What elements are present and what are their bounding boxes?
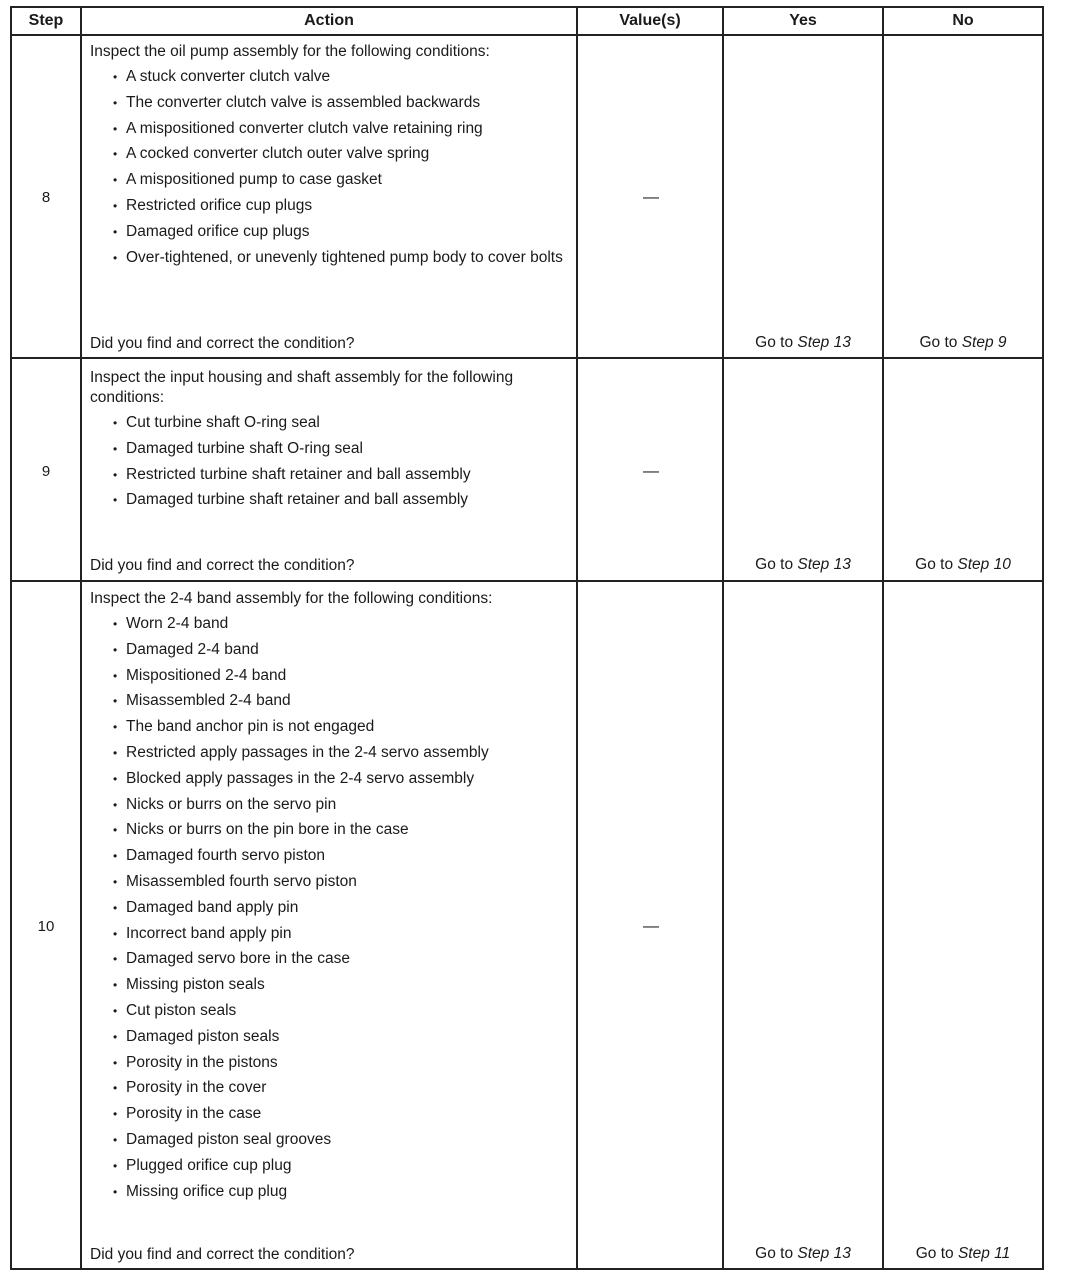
condition-item: • Nicks or burrs on the servo pin (90, 795, 578, 815)
goto-step-link: Step 13 (797, 1245, 851, 1262)
yes-goto (724, 556, 882, 574)
action-question: Did you find and correct the condition? (90, 335, 355, 352)
no-goto (884, 334, 1042, 352)
row-divider (10, 357, 1044, 359)
goto-step-link: Step 13 (797, 556, 851, 573)
condition-item: • Missing piston seals (90, 975, 578, 995)
goto-prefix: Go to (919, 334, 958, 351)
action-intro: Inspect the input housing and shaft assembly for the following conditions: (90, 369, 514, 406)
condition-item: • The band anchor pin is not engaged (90, 717, 578, 737)
goto-step-link: Step 10 (957, 556, 1011, 573)
condition-item: • Plugged orifice cup plug (90, 1156, 578, 1176)
condition-item: • Damaged servo bore in the case (90, 949, 578, 969)
goto-prefix: Go to (915, 1245, 954, 1262)
diagnostic-table (10, 6, 1044, 1270)
goto-step-link: Step 11 (957, 1245, 1011, 1262)
condition-item: • Damaged orifice cup plugs (90, 222, 578, 242)
condition-item: • Damaged 2-4 band (90, 640, 578, 660)
condition-list (90, 413, 578, 510)
condition-item: • Restricted apply passages in the 2-4 servo assembly (90, 743, 578, 763)
condition-item: • Misassembled fourth servo piston (90, 872, 578, 892)
condition-item: • Cut piston seals (90, 1001, 578, 1021)
condition-item: • Porosity in the case (90, 1104, 578, 1124)
step-number: 9 (41, 463, 51, 480)
action-cell (90, 368, 578, 516)
header-divider (10, 34, 1044, 36)
goto-prefix: Go to (755, 334, 794, 351)
condition-item: • Restricted turbine shaft retainer and ball assembly (90, 465, 578, 485)
condition-item: • The converter clutch valve is assembled backwards (90, 93, 578, 113)
condition-item: • A mispositioned converter clutch valve retaining ring (90, 119, 578, 139)
condition-item: • A mispositioned pump to case gasket (90, 170, 578, 190)
condition-item: • Mispositioned 2-4 band (90, 666, 578, 686)
condition-item: • Porosity in the pistons (90, 1053, 578, 1073)
condition-item: • A stuck converter clutch valve (90, 67, 578, 87)
header-action: Action (304, 12, 354, 29)
condition-item: • Cut turbine shaft O-ring seal (90, 413, 578, 433)
yes-goto (724, 334, 882, 352)
header-yes: Yes (789, 12, 817, 29)
condition-item: • Worn 2-4 band (90, 614, 578, 634)
condition-item: • Missing orifice cup plug (90, 1182, 578, 1202)
column-divider (722, 6, 724, 1270)
condition-item: • Damaged turbine shaft retainer and ball assembly (90, 490, 578, 510)
condition-item: • Damaged fourth servo piston (90, 846, 578, 866)
condition-item: • Porosity in the cover (90, 1078, 578, 1098)
action-cell (90, 42, 578, 273)
column-divider (882, 6, 884, 1270)
condition-item: • Incorrect band apply pin (90, 924, 578, 944)
condition-item: • Blocked apply passages in the 2-4 servo assembly (90, 769, 578, 789)
condition-item: • Nicks or burrs on the pin bore in the case (90, 820, 578, 840)
goto-step-link: Step 13 (797, 334, 851, 351)
condition-item: • Damaged turbine shaft O-ring seal (90, 439, 578, 459)
row-divider (10, 580, 1044, 582)
action-question: Did you find and correct the condition? (90, 557, 355, 574)
goto-step-link: Step 9 (961, 334, 1007, 351)
value-cell: — (643, 918, 659, 935)
condition-item: • Misassembled 2-4 band (90, 691, 578, 711)
condition-item: • Restricted orifice cup plugs (90, 196, 578, 216)
no-goto (884, 556, 1042, 574)
goto-prefix: Go to (915, 556, 954, 573)
action-intro: Inspect the oil pump assembly for the following conditions: (90, 43, 490, 60)
value-cell: — (643, 189, 659, 206)
header-no: No (952, 12, 974, 29)
condition-item: • Damaged band apply pin (90, 898, 578, 918)
condition-list (90, 614, 578, 1202)
condition-item: • Damaged piston seal grooves (90, 1130, 578, 1150)
column-divider (80, 6, 82, 1270)
step-number: 10 (37, 918, 55, 935)
action-question: Did you find and correct the condition? (90, 1246, 355, 1263)
condition-item: • Damaged piston seals (90, 1027, 578, 1047)
goto-prefix: Go to (755, 556, 794, 573)
no-goto (884, 1245, 1042, 1263)
table-border-bottom (10, 1268, 1044, 1270)
table-border-right (1042, 6, 1044, 1270)
condition-list (90, 67, 578, 268)
goto-prefix: Go to (755, 1245, 794, 1262)
action-intro: Inspect the 2-4 band assembly for the following conditions: (90, 590, 493, 607)
yes-goto (724, 1245, 882, 1263)
condition-item: • A cocked converter clutch outer valve spring (90, 144, 578, 164)
action-cell (90, 589, 578, 1207)
header-values: Value(s) (619, 12, 681, 29)
step-number: 8 (41, 189, 51, 206)
condition-item: • Over-tightened, or unevenly tightened pump body to cover bolts (90, 248, 578, 268)
header-step: Step (28, 12, 64, 29)
value-cell: — (643, 463, 659, 480)
